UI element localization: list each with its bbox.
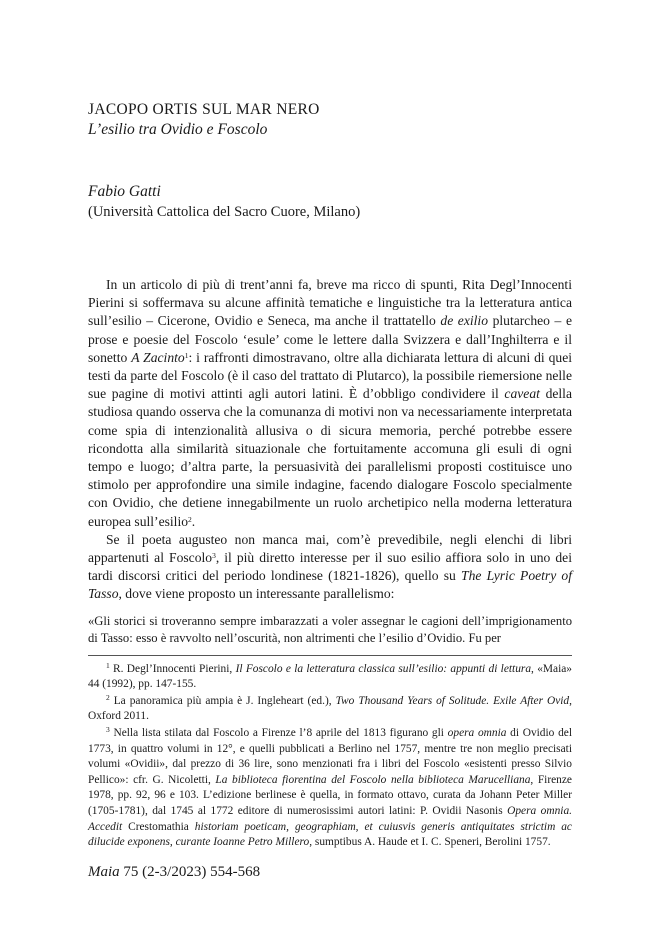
journal-name: Maia [88,864,120,880]
article-title: JACOPO ORTIS SUL MAR NERO [88,101,320,118]
footnote-ref-1[interactable]: 1 [184,350,189,360]
article-page [88,100,572,852]
footnote-3: $^3$ Nella lista stilata dal Foscolo a Firenze l’8 aprile del 1813 figurano gli opera omnia di Ovidio del 1773, in quattro volumi in 12°, e quelli pubblicati a Berlino nel 1757, mentre tre non meglio precisati volumi «Ovidii», dal prezzo di 36 lire, sono menzionati fra i libri del Foscolo «esistenti presso Silvio Pellico»: cfr. G. Nicoletti, La biblioteca fiorentina del Foscolo nella biblioteca Marucelliana, Firenze 1978, pp. 92, 96 e 103. L’edizione berlinese è quella, in formato ottavo, curata da Johann Peter Miller (1705-1781), dal 1745 al 1772 editore di numerosissimi autori latini: P. Ovidii Nasonis Opera omnia. Accedit Crestomathia historiam poeticam, geographiam, et cuiusvis generis antiquitates strictim ac dilucide exponens, curante Ioanne Petro Millero, sumptibus A. Haude et I. C. Speneri, Berolini 1757. [88,725,572,849]
footnote-1: $^1$ R. Degl’Innocenti Pierini, Il Foscolo e la letteratura classica sull’esilio: appunti di lettura, «Maia» 44 (1992), pp. 147-155. [88,660,572,691]
paragraph-1: In un articolo di più di trent’anni fa, breve ma ricco di spunti, Rita Degl’Innocenti Pierini si soffermava su alcune affinità tematiche e linguistiche tra la letteratura antica sull’esilio – Cicerone, Ovidio e Seneca, ma anche il trattatello de exilio plutarcheo – e prose e poesie del Foscolo ‘esule’ come le lettere dalla Svizzera e dall’Inghilterra e il sonetto A Zacinto$^1$: i raffronti dimostravano, oltre alla dichiarata lettura di alcuni di quei testi da parte del Foscolo (è il caso del trattato di Plutarco), la possibile riemersione nelle sue pagine di motivi attinti agli autori latini. È d’obbligo condividere il caveat della studiosa quando osserva che la comunanza di motivi non va necessariamente interpretata come spia di intenzionalità allusiva o di sicura memoria, perché potrebbe essere ricondotta alla similarità situazionale che fortuitamente accomuna gli esuli di ogni tempo e luogo; d’altra parte, la persuasività dei parallelismi proposti costituisce uno stimolo per approfondire una simile indagine, facendo dialogare Foscolo specialmente con Ovidio, che detiene innegabilmente un ruolo archetipico nella moderna letteratura europea sull’esilio$^2$. [88,277,573,529]
footnotes [88,662,572,851]
author-name: Fabio Gatti [88,183,161,200]
journal-citation [88,864,260,881]
paragraph-2: Se il poeta augusteo non manca mai, com’è prevedibile, negli elenchi di libri appartenuti al Foscolo$^3$, il più diretto interesse per il suo esilio affiora solo in uno dei tardi discorsi critici del periodo londinese (1821-1826), quello su The Lyric Poetry of Tasso, dove viene proposto un interessante parallelismo: [88,531,572,602]
article-subtitle: L’esilio tra Ovidio e Foscolo [88,121,268,138]
block-quote: «Gli storici si troveranno sempre imbarazzati a voler assegnar le cagioni dell’imprigionamento di Tasso: esso è ravvolto nell’oscurità, non altrimenti che l’esilio d’Ovidio. Fu per [88,613,572,645]
author-affiliation: (Università Cattolica del Sacro Cuore, Milano) [88,204,361,220]
article-body [88,276,572,647]
footnote-ref-3[interactable]: 3 [212,551,216,561]
footnote-ref-2[interactable]: 2 [188,514,192,524]
footnote-2: $^2$ La panoramica più ampia è J. Ingleheart (ed.), Two Thousand Years of Solitude. Exile After Ovid, Oxford 2011. [88,692,572,723]
journal-issue: 75 (2-3/2023) 554-568 [119,864,261,880]
footnote-divider [88,655,572,656]
